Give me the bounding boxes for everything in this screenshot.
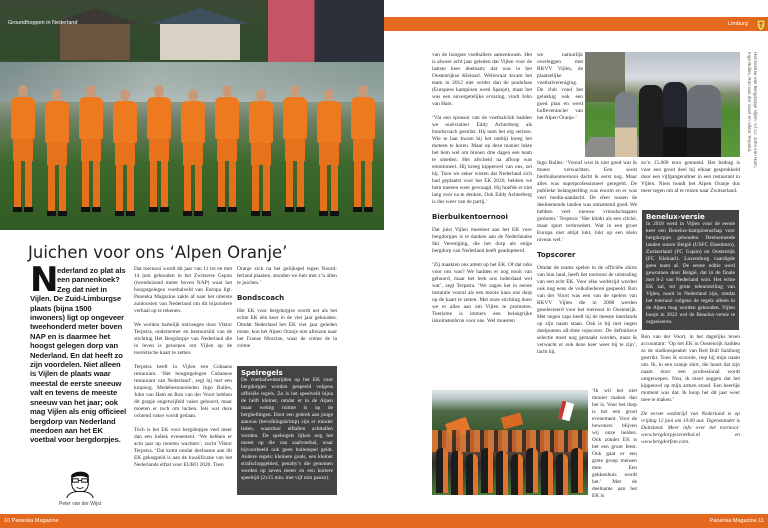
person [687, 85, 721, 157]
box-title: Spelregels [241, 369, 283, 377]
event-info: De eerste wedstrijd van Nederland is op vrijdag 12 juni om 10.00 uur. Tegenstander is Duitsland. Meer info over het toernooi: www.bergdorpjesvoetbal.nl en www.bergdorfem.com. [641, 411, 740, 445]
paragraph: We worden hartelijk ontvangen door Viktor Terpstra, ondernemer en bestuurslid van de stichting Het Bergdorpje van Nederland die in leven is geroepen om Vijlen op de toeristische kaart te zetten. [134, 322, 232, 356]
player-figure [76, 85, 106, 220]
paragraph: ‘Ik wil het niet mooier maken dan het is. Voor het dorp is het een groot evenement. Voor de bewoners blijven wij onze helden. Ook zonder EK is het een groot feest. Ook gaat er een grote groep mensen mee. Een gekkenhuis wordt het.’ Met de deelname aan het EK is [592, 388, 637, 499]
crowd [432, 430, 588, 452]
paragraph: ‘Via een sponsor van de voetbalclub hadden we oud-trainer Eddy Achterberg als bondscoach gestrikt. Hij nam het erg serieus. Wie te laat kwam bij het ontbijt kreeg het meteen te horen. Maar op deze manier lukte het hem wel om binnen drie dagen een team te smeden. Het afscheid na afloop was emotioneel. Hij kreeg kippenvel van ons, zei hij. Toen we zeker wisten dat Nederland zich had geplaatst voor het EK 2020, hebben we hem meteen weer gevraagd. Hij hoefde er niet lang over na te denken. Ook Eddy Achterberg is dus weer van de partij.’ [432, 115, 532, 205]
fans-photo [432, 390, 588, 495]
page-number-right: Panenka Magazine 11 [709, 518, 764, 524]
drop-cap: N [30, 260, 59, 300]
person [639, 85, 663, 157]
fan-figure [571, 448, 583, 493]
paragraph: Ingo Bulles: ‘Vooraf wist ik niet goed wat ik moest verwachten. Een soort bierbuikentoernooi dacht ik eerst nog. Maar alles was superprofessioneel geregeld. De publieke belangstelling was enorm en er was veel media-aandacht. De sfeer tussen de deelnemende landen was ontzettend goed. We hebben veel nieuwe vriendschappen gesloten.’ Terpstra: ‘Het klinkt als een cliché, maar sport verbroedert. Wat in een groot Europa niet altijd lukt, lukt op een klein niveau wel.’ [537, 160, 637, 243]
column-c-bottom [641, 334, 740, 504]
fan-figure [496, 451, 508, 495]
heading-topscorer: Topscorer [537, 251, 576, 259]
player-figure [212, 85, 242, 220]
box-text: De voetbalwedstrijden op het EK voor bergdorpjes worden gespeeld volgens officiële regels. Zo is het speelveld bijna de helft kleiner, omdat er in de Alpen maar weinig ruimte is op de berghellingen. Door een gebrek aan jonge aanwas (bevolkingskrimp) zijn er minder leden, waardoor elftallen achttallen worden. De spelregels lijken nog het meest op die van zaalvoetbal, waar bijvoorbeeld ook geen buitenspel geldt. Andere regels: kleinere goals, een kleiner strafschopgebied, penalty’s die genomen worden op zeven meter en een kortere speeltijd (2x15 min. met vijf min pauze). [241, 377, 333, 481]
column-3 [237, 266, 337, 362]
fan-figure [481, 448, 493, 493]
player-figure [314, 89, 344, 224]
fan-figure [511, 454, 523, 495]
column-b [537, 160, 637, 385]
house-roof [150, 8, 250, 24]
board-photo [585, 52, 740, 157]
column-c-top [641, 160, 740, 206]
box-text: In 2018 werd in Vijlen voor de eerste keer een Benelux-kampioenschap voor bergdorpjes gehouden. Deelnemende landen waren België (USFC Elsenborn), Zwitserland (FC Gspon) en Oostenrijk (FC Kleinarl). Luxemburg vaardigde geen team af. De eerste editie werd gewonnen door België, dat in de finale met 8-2 van Nederland won. Het echte EK zal, tot grote teleurstelling van Vijlen, nooit in Nederland zijn, omdat het toernooi volgens de regels alleen in de Alpen mag worden gehouden. Vijlen hoopt in 2022 wel de Benelux-versie te organiseren. [646, 221, 735, 325]
footer-band [0, 514, 768, 528]
paragraph: Omdat de teams spelen in de officiële shirts van hun land, heeft het toernooi de uitstraling van een echt EK. Voor elke wedstrijd worden ook nog eens de volksliederen gespeeld. Ron van der Voort was een van de spelers van RKVV Vijlen die in 2008 werden geselecteerd voor het toernooi in Oostenrijk. Met negen caps heeft hij de meeste interlands op zijn naam staan. Ook is hij met negen doelpunten all-time topscorer. De definitieve selectie moet nog gemaakt worden, maar ik verwacht er ook deze keer weer bij te zijn’, lacht hij. [537, 265, 637, 355]
intro-text: ederland zo plat als een pannenkoek? Zeg dat niet in Vijlen. De Zuid-Limburgse plaats (bijna 1500 inwoners) ligt op ongeveer tweehonderd meter boven NAP en is daarmee het hoogst gelegen dorp van Nederland. En dat heeft zo zijn voordelen. Niet alleen is Vijlen de plaats waar meestal de eerste sneeuw valt en tevens de meeste sneeuw van het jaar; ook mag Vijlen als enig officieel bergdorp van Nederland meedoen aan het EK voetbal voor bergdorpjes. [30, 266, 127, 445]
fan-figure [556, 454, 568, 495]
player-figure [110, 89, 140, 224]
fan-figure [526, 448, 538, 493]
column-b-bottom [592, 388, 637, 500]
paragraph: Ron van der Voort, in het dagelijks leven accountant: ‘Op het EK in Oostenrijk hadden ze de stadionspeaker van Red Bull Salzburg gestrikt. Toen ik scoorde, riep hij mijn naam om. Ik, in een oranje shirt, die hoort dat zijn naam door een professional wordt omgeroepen. Nou, ik moet zeggen dat het kippenvel op mijn armen stond. Een heerlijk moment was dat. Ik hoop het dit jaar weer mee te maken.’ [641, 334, 740, 403]
box-title: Benelux-versie [646, 213, 705, 221]
player-figure [246, 89, 276, 224]
fan-figure [451, 451, 463, 495]
limburg-crest-icon [756, 18, 766, 30]
player-figure [42, 89, 72, 224]
player-figure [144, 85, 174, 220]
person [663, 82, 687, 157]
heading-bondscoach: Bondscoach [237, 294, 285, 302]
house [160, 22, 240, 60]
player-figure [348, 85, 378, 220]
person [615, 92, 637, 157]
benelux-box [642, 210, 739, 330]
photo-caption [744, 52, 760, 172]
paragraph: Dat juist Vijlen meedoet aan het EK voor bergdorpjes is te danken aan de Nederlandse Ski Vereniging, die het dorp als enige bergdorp van Nederland heeft geadopteerd. [432, 227, 532, 254]
author-name: Peter van der Wijst [58, 501, 102, 507]
flag [558, 401, 574, 421]
hotel [268, 0, 384, 62]
page-number-left: 10 Panenka Magazine [4, 518, 59, 524]
header-band [384, 17, 768, 31]
fan-figure [436, 448, 448, 493]
column-a [432, 52, 532, 384]
article-intro [30, 260, 128, 445]
paragraph: Oranje zich na het gelijkspel tegen Noord-Ierland plaatste, stonden we hier met z’n allen te juichen.’ [237, 266, 337, 286]
player-figure [178, 89, 208, 224]
caption-text: Het bestuur van Bergdorpje Vijlen. V.l.n.r. John van Ham, Ingo Bulles, Ron van der Voort en Viktor Terpstra. [747, 52, 758, 168]
paragraph: Terpstra heeft in Vijlen een Cubaans restaurant. ‘Het hoogstgelegen Cubaanse restaurant van Nederland’, zegt hij met een knipoog. Medebestuursleden Ingo Bulles, John van Ham en Ron van der Voort hebben dit grapje ongetwijfeld vaker gehoord, maar moeten er toch om lachen. Iets wat deze ochtend vaker wordt gedaan. [134, 364, 232, 419]
paragraph: Toch is het EK voor bergdorpjes veel meer dan een ludiek evenement. ‘We hebben er acht jaar op moeten wachten’, zucht Viktor Terpstra. ‘Dat komt omdat deelname aan dit EK gekoppeld is aan de kwalificatie van het Nederlands elftal voor EURO 2020. Toen [134, 427, 232, 468]
paragraph: van de hoogste voetballers samenkwam. Het is alweer acht jaar geleden dat Vijlen voor de laatste keer deelnam; dat was in het Oostenrijkse Kleinarl. Weliswaar kwam het team in 2012 niet verder dan de poulefase (Europees kampioen werd Spanje), maar het was een onvergetelijke ervaring, vindt John van Ham. [432, 52, 532, 107]
paragraph: we natuurlijk overleggen met RKVV Vijlen, de plaatselijke voetbalvereniging. De club vond het gelukkig ook een goed plan en werd hofleverancier van het Alpen Oranje.’ [537, 52, 583, 121]
author-portrait-icon [60, 468, 100, 498]
chalet [60, 20, 130, 60]
team-photo [0, 0, 384, 230]
fan-figure [541, 451, 553, 495]
article-title: Juichen voor ons ‘Alpen Oranje’ [28, 243, 288, 262]
column-b-narrow [537, 52, 583, 158]
player-figure [8, 85, 38, 220]
paragraph: Dat toernooi wordt dit jaar van 11 tot en met 14 juni gehouden in het Zwitserse Gspon (tweeduizend meter boven NAP) waar het hoogstgelegen voetbalveld van Europa ligt. Panenka Magazine zakte af naar het uiterste zuidoosten van Nederland om dit bijzondere verhaal op te tekenen. [134, 266, 232, 314]
section-label: Groundhoppen in Nederland [8, 20, 78, 26]
spelregels-box [237, 366, 337, 495]
paragraph: ‘Zij maakten ons attent op het EK. Of dat niks voor ons was? We hadden er nog nooit van gehoord, maar het leek ons inderdaad wel wat’, zegt Terpstra. ‘We zagen het in eerste instantie vooral als een mooie kans ons dorp op de kaart te zetten. Met onze stichting doen we er alles aan om Vijlen te promoten. Toerisme is immers een belangrijke inkomstenbron voor ons. Wel moesten [432, 262, 532, 324]
player-figure [280, 85, 310, 220]
heading-bierbuikentoernooi: Bierbuikentoernooi [432, 213, 508, 221]
column-2 [134, 266, 232, 498]
paragraph: zo’n 15.000 euro gemoeid. Het bedrag is voor een groot deel bij elkaar gesprokkeld door een vijfgangendiner in een restaurant in Vijlen. Niets houdt het Alpen Oranje dus meer tegen om af te reizen naar Zwitserland. [641, 160, 740, 194]
paragraph: Het EK voor bergdorpjes wordt net als het echte EK één keer in de vier jaar gehouden. Omdat Nederland het EK vier jaar geleden miste, kon het Alpen Oranje niet afreizen naar het Franse Morzine, waar de crème de la crème [237, 308, 337, 349]
flag [501, 413, 523, 430]
region-label: Limburg [728, 21, 748, 27]
fan-figure [466, 454, 478, 495]
